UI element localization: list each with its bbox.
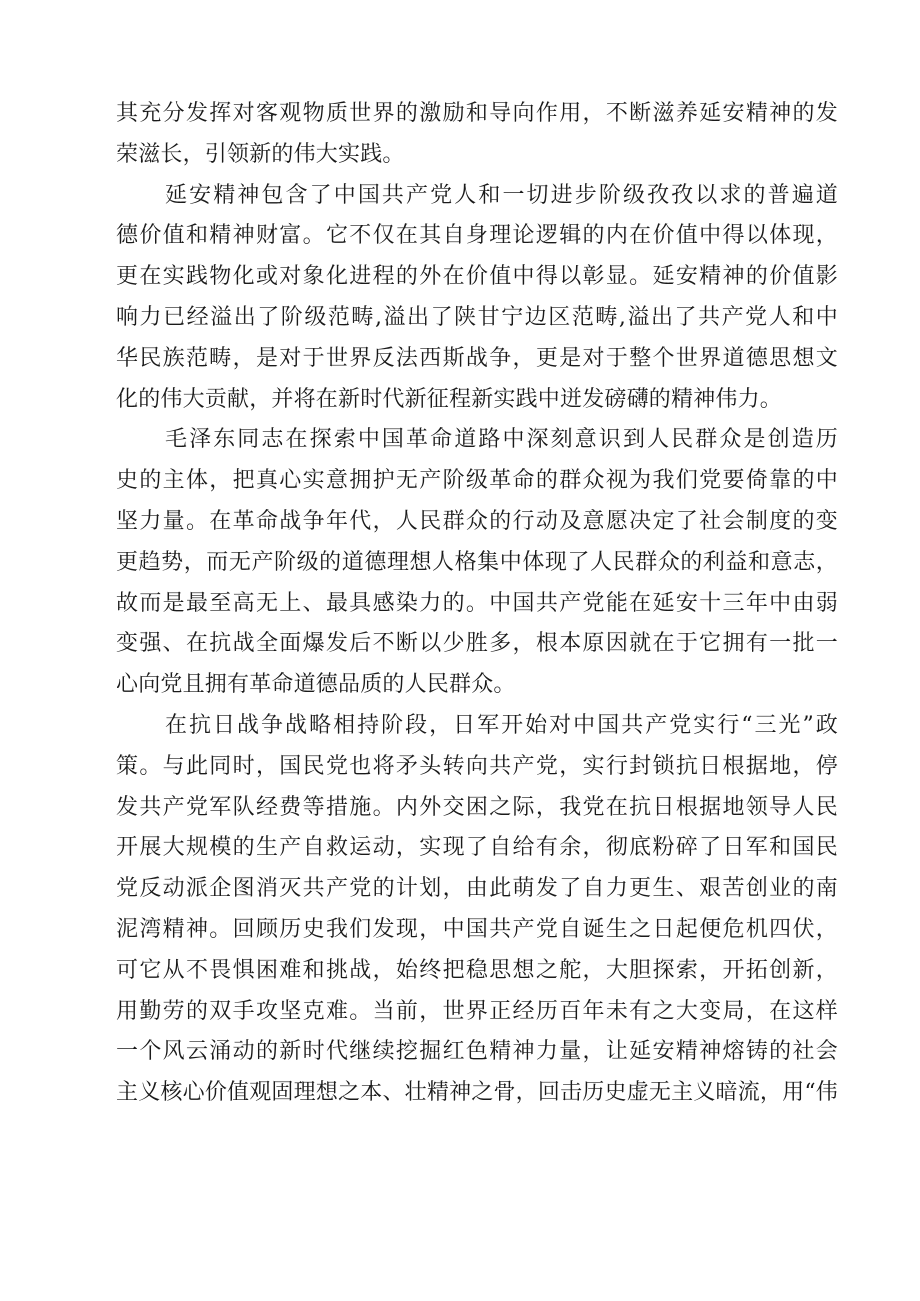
text-line: 响力已经溢出了阶级范畴,溢出了陕甘宁边区范畴,溢出了共产党人和中: [116, 304, 838, 330]
text-line: 主义核心价值观固理想之本、壮精神之骨，回击历史虚无主义暗流，用“伟: [116, 1080, 838, 1106]
text-line: 发共产党军队经费等措施。内外交困之际，我党在抗日根据地领导人民: [116, 794, 838, 820]
text-line: 化的伟大贡献，并将在新时代新征程新实践中迸发磅礴的精神伟力。: [116, 386, 783, 412]
text-line: 德价值和精神财富。它不仅在其自身理论逻辑的内在价值中得以体现，: [116, 223, 838, 249]
paragraph-first-line: 在抗日战争战略相持阶段，日军开始对中国共产党实行“三光”政: [165, 712, 838, 738]
text-line: 华民族范畴，是对于世界反法西斯战争，更是对于整个世界道德思想文: [116, 345, 838, 371]
paragraph-first-line: 毛泽东同志在探索中国革命道路中深刻意识到人民群众是创造历: [165, 427, 838, 453]
text-line: 策。与此同时，国民党也将矛头转向共产党，实行封锁抗日根据地，停: [116, 753, 838, 779]
text-line: 心向党且拥有革命道德品质的人民群众。: [116, 672, 516, 698]
paragraph-first-line: 延安精神包含了中国共产党人和一切进步阶级孜孜以求的普遍道: [165, 182, 838, 208]
body-text: [116, 94, 838, 1114]
text-line: 用勤劳的双手攻坚克难。当前，世界正经历百年未有之大变局，在这样: [116, 998, 838, 1024]
text-line: 开展大规模的生产自救运动，实现了自给有余，彻底粉碎了日军和国民: [116, 835, 838, 861]
text-line: 泥湾精神。回顾历史我们发现，中国共产党自诞生之日起便危机四伏，: [116, 916, 838, 942]
text-line: 党反动派企图消灭共产党的计划，由此萌发了自力更生、艰苦创业的南: [116, 876, 838, 902]
text-line: 变强、在抗战全面爆发后不断以少胜多，根本原因就在于它拥有一批一: [116, 631, 838, 657]
text-line: 坚力量。在革命战争年代，人民群众的行动及意愿决定了社会制度的变: [116, 508, 838, 534]
text-line: 故而是最至高无上、最具感染力的。中国共产党能在延安十三年中由弱: [116, 590, 838, 616]
text-line: 史的主体，把真心实意拥护无产阶级革命的群众视为我们党要倚靠的中: [116, 468, 838, 494]
text-line: 更趋势，而无产阶级的道德理想人格集中体现了人民群众的利益和意志，: [116, 549, 838, 575]
text-line: 可它从不畏惧困难和挑战，始终把稳思想之舵，大胆探索，开拓创新，: [116, 957, 838, 983]
text-line: 荣滋长，引领新的伟大实践。: [116, 141, 405, 167]
text-line: 更在实践物化或对象化进程的外在价值中得以彰显。延安精神的价值影: [116, 264, 838, 290]
text-line: 其充分发挥对客观物质世界的激励和导向作用，不断滋养延安精神的发: [116, 101, 838, 126]
text-line: 一个风云涌动的新时代继续挖掘红色精神力量，让延安精神熔铸的社会: [116, 1039, 838, 1065]
